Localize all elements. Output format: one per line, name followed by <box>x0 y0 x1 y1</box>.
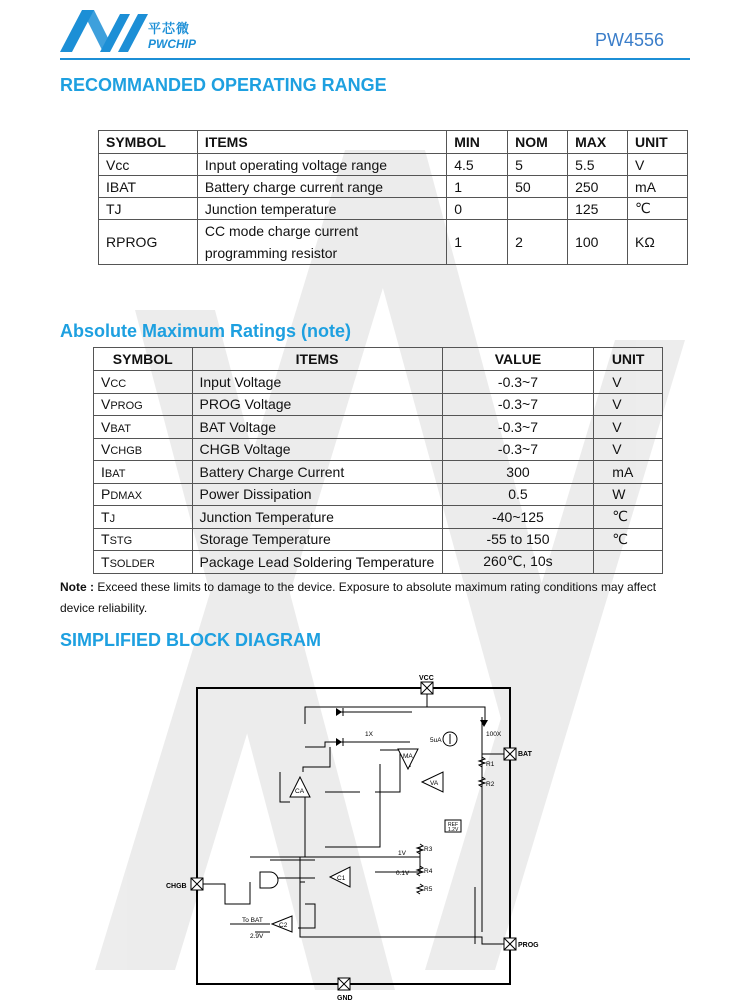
value-cell: 0.5 <box>442 483 594 506</box>
value-cell: -0.3~7 <box>442 371 594 394</box>
column-header: NOM <box>508 131 568 154</box>
table-row <box>99 220 688 265</box>
recommended-operating-range-table <box>98 130 688 265</box>
label-va: VA <box>430 780 439 787</box>
diode-icon <box>480 720 488 727</box>
symbol-cell: IBAT <box>94 461 193 484</box>
column-header: MAX <box>568 131 628 154</box>
unit-cell: ℃ <box>594 528 663 551</box>
section-title-absolute-max: Absolute Maximum Ratings (note) <box>60 321 352 341</box>
pin-label-bat: BAT <box>518 751 532 758</box>
column-header: MIN <box>447 131 508 154</box>
table-row <box>94 528 663 551</box>
table-row <box>94 393 663 416</box>
pwchip-logo <box>60 6 150 54</box>
item-cell: Storage Temperature <box>192 528 442 551</box>
label-5ua: 5uA <box>430 737 442 744</box>
column-header: ITEMS <box>197 131 446 154</box>
note-label: Note : <box>60 580 94 594</box>
column-header: UNIT <box>628 131 688 154</box>
nom-cell: 50 <box>508 176 568 198</box>
symbol-cell: Vcc <box>99 154 198 176</box>
max-cell: 125 <box>568 198 628 220</box>
max-cell: 250 <box>568 176 628 198</box>
item-cell: Package Lead Soldering Temperature <box>192 551 442 574</box>
label-ma: MA <box>403 753 413 760</box>
symbol-cell: RPROG <box>99 220 198 265</box>
unit-cell <box>594 551 663 574</box>
and-gate <box>260 872 278 888</box>
unit-cell: KΩ <box>628 220 688 265</box>
label-r2: R2 <box>486 781 495 788</box>
value-cell: -40~125 <box>442 506 594 529</box>
column-header: VALUE <box>442 348 594 371</box>
min-cell: 1 <box>447 176 508 198</box>
diode-icon <box>336 738 342 746</box>
item-cell: BAT Voltage <box>192 416 442 439</box>
item-cell: CHGB Voltage <box>192 438 442 461</box>
symbol-cell: VBAT <box>94 416 193 439</box>
section-title-block-diagram: SIMPLIFIED BLOCK DIAGRAM <box>60 630 321 650</box>
unit-cell: ℃ <box>594 506 663 529</box>
part-number: PW4556 <box>594 30 664 50</box>
item-cell: Input operating voltage range <box>197 154 446 176</box>
label-2-9v: 2.9V <box>250 933 264 940</box>
symbol-cell: IBAT <box>99 176 198 198</box>
table-row <box>94 416 663 439</box>
min-cell: 0 <box>447 198 508 220</box>
symbol-cell: PDMAX <box>94 483 193 506</box>
pin-label-vcc: VCC <box>419 675 434 682</box>
unit-cell: mA <box>594 461 663 484</box>
table-row <box>94 371 663 394</box>
item-cell: Input Voltage <box>192 371 442 394</box>
ratings-note <box>60 577 690 619</box>
label-c2: C2 <box>279 922 288 929</box>
pin-label-chgb: CHGB <box>166 883 187 890</box>
brand-name-english: PWCHIP <box>148 37 196 51</box>
block-diagram <box>160 672 560 1000</box>
item-cell: Junction temperature <box>197 198 446 220</box>
resistor-r5 <box>417 884 423 894</box>
label-r3: R3 <box>424 846 433 853</box>
unit-cell: V <box>594 416 663 439</box>
table-row <box>94 506 663 529</box>
item-cell: Power Dissipation <box>192 483 442 506</box>
value-cell: -0.3~7 <box>442 393 594 416</box>
note-text: Exceed these limits to damage to the device. Exposure to absolute maximum rating conditions may affect device reliability. <box>60 580 657 615</box>
value-cell: 300 <box>442 461 594 484</box>
diode-icon <box>336 708 342 716</box>
chip-outline <box>197 688 510 984</box>
symbol-cell: TJ <box>94 506 193 529</box>
label-r4: R4 <box>424 868 433 875</box>
unit-cell: W <box>594 483 663 506</box>
item-cell: Battery charge current range <box>197 176 446 198</box>
unit-cell: mA <box>628 176 688 198</box>
value-cell: -0.3~7 <box>442 438 594 461</box>
absolute-maximum-ratings-table <box>93 347 663 574</box>
pin-label-prog: PROG <box>518 942 539 949</box>
column-header: ITEMS <box>192 348 442 371</box>
symbol-cell: VCC <box>94 371 193 394</box>
brand-name-chinese: 平芯微 <box>148 21 191 36</box>
min-cell: 4.5 <box>447 154 508 176</box>
symbol-cell: TJ <box>99 198 198 220</box>
nom-cell <box>508 198 568 220</box>
unit-cell: V <box>628 154 688 176</box>
item-line: programming resistor <box>204 245 338 261</box>
label-1v: 1V <box>398 850 406 857</box>
table-row <box>94 551 663 574</box>
label-to-bat: To BAT <box>242 917 263 924</box>
table-row <box>94 483 663 506</box>
label-ref-voltage: 1.2V <box>448 827 459 833</box>
pin-label-gnd: GND <box>337 995 353 1000</box>
value-cell: -55 to 150 <box>442 528 594 551</box>
unit-cell: V <box>594 438 663 461</box>
table-row <box>99 176 688 198</box>
item-cell <box>197 220 446 265</box>
label-r1: R1 <box>486 761 495 768</box>
table-header-row <box>94 348 663 371</box>
unit-cell: ℃ <box>628 198 688 220</box>
label-1x: 1X <box>365 731 373 738</box>
label-r5: R5 <box>424 886 433 893</box>
column-header: UNIT <box>594 348 663 371</box>
item-cell: PROG Voltage <box>192 393 442 416</box>
table-row <box>99 154 688 176</box>
section-title-recommended: RECOMMANDED OPERATING RANGE <box>60 75 387 95</box>
nom-cell: 5 <box>508 154 568 176</box>
symbol-cell: TSTG <box>94 528 193 551</box>
nom-cell: 2 <box>508 220 568 265</box>
max-cell: 5.5 <box>568 154 628 176</box>
column-header: SYMBOL <box>94 348 193 371</box>
label-ref: REF <box>448 822 458 828</box>
item-cell: Battery Charge Current <box>192 461 442 484</box>
label-c1: C1 <box>337 875 346 882</box>
value-cell: 260℃, 10s <box>442 551 594 574</box>
symbol-cell: TSOLDER <box>94 551 193 574</box>
column-header: SYMBOL <box>99 131 198 154</box>
unit-cell: V <box>594 393 663 416</box>
table-header-row <box>99 131 688 154</box>
item-line: CC mode charge current <box>204 223 359 239</box>
min-cell: 1 <box>447 220 508 265</box>
label-ca: CA <box>295 788 305 795</box>
item-cell: Junction Temperature <box>192 506 442 529</box>
table-row <box>94 438 663 461</box>
value-cell: -0.3~7 <box>442 416 594 439</box>
unit-cell: V <box>594 371 663 394</box>
label-100x: 100X <box>486 731 502 738</box>
table-row <box>94 461 663 484</box>
label-0-1v: 0.1V <box>396 870 410 877</box>
max-cell: 100 <box>568 220 628 265</box>
symbol-cell: VPROG <box>94 393 193 416</box>
header-divider <box>60 58 690 60</box>
symbol-cell: VCHGB <box>94 438 193 461</box>
table-row <box>99 198 688 220</box>
